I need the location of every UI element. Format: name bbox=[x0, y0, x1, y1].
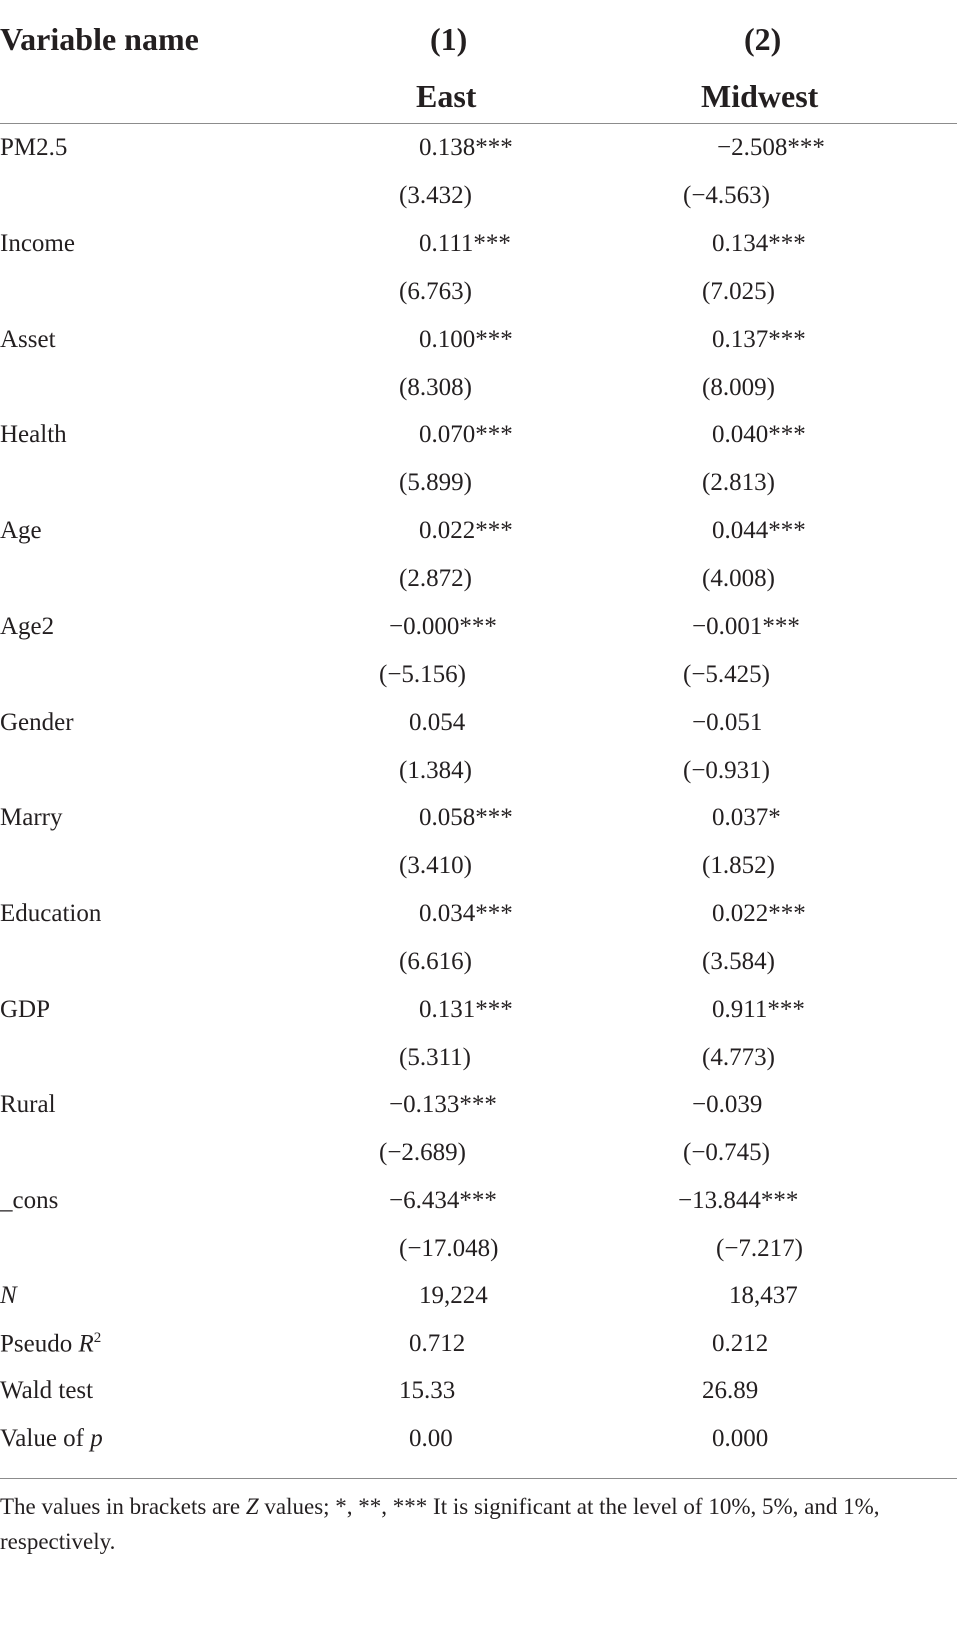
stat-p-east: 0.00 bbox=[409, 1425, 453, 1452]
header-rule bbox=[0, 123, 957, 124]
footer-rule bbox=[0, 1478, 957, 1479]
stat-wald-east: 15.33 bbox=[399, 1377, 456, 1404]
coef-midwest: −2.508*** bbox=[717, 134, 825, 161]
row-label: Asset bbox=[0, 326, 56, 353]
row-label: Education bbox=[0, 900, 102, 927]
stat-wald-midwest: 26.89 bbox=[702, 1377, 759, 1404]
coef-midwest: 0.040*** bbox=[712, 421, 806, 448]
coef-midwest: 0.037* bbox=[712, 804, 781, 831]
z-midwest: (4.773) bbox=[702, 1044, 775, 1071]
coef-east: 0.070*** bbox=[419, 421, 513, 448]
z-east: (8.308) bbox=[399, 374, 472, 401]
z-east: (−5.156) bbox=[379, 661, 466, 688]
z-east: (−2.689) bbox=[379, 1139, 466, 1166]
stat-label-n: N bbox=[0, 1282, 17, 1309]
table-footnote bbox=[0, 1489, 957, 1559]
z-midwest: (3.584) bbox=[702, 948, 775, 975]
z-midwest: (7.025) bbox=[702, 278, 775, 305]
coef-east: 0.111*** bbox=[419, 230, 511, 257]
row-label: Gender bbox=[0, 709, 74, 736]
coef-midwest: 0.134*** bbox=[712, 230, 806, 257]
column-header-variable-name: Variable name bbox=[0, 21, 199, 57]
z-east: (3.432) bbox=[399, 182, 472, 209]
coef-midwest: −13.844*** bbox=[678, 1187, 799, 1214]
row-label: Health bbox=[0, 421, 67, 448]
coef-east: 0.054 bbox=[409, 709, 466, 736]
row-label: Income bbox=[0, 230, 75, 257]
z-midwest: (−0.745) bbox=[683, 1139, 770, 1166]
note-z: Z bbox=[245, 1494, 259, 1519]
note-part-1: The values in brackets are bbox=[0, 1494, 246, 1519]
z-midwest: (4.008) bbox=[702, 565, 775, 592]
stat-p-midwest: 0.000 bbox=[712, 1425, 769, 1452]
pseudo-r-text: Pseudo bbox=[0, 1330, 79, 1358]
coef-east: 0.138*** bbox=[419, 134, 513, 161]
coef-midwest: 0.022*** bbox=[712, 900, 806, 927]
note-part-2: values; *, **, *** It is significant at the level of 10%, 5%, and 1%, respectively. bbox=[0, 1494, 880, 1554]
row-label: PM2.5 bbox=[0, 134, 68, 161]
coef-east: 0.022*** bbox=[419, 517, 513, 544]
z-east: (2.872) bbox=[399, 565, 472, 592]
coef-east: −0.000*** bbox=[389, 613, 497, 640]
stat-n-east: 19,224 bbox=[419, 1282, 488, 1309]
stat-n-midwest: 18,437 bbox=[729, 1282, 798, 1309]
z-east: (3.410) bbox=[399, 852, 472, 879]
coef-midwest: 0.911*** bbox=[712, 996, 805, 1023]
z-midwest: (−0.931) bbox=[683, 757, 770, 784]
z-east: (1.384) bbox=[399, 757, 472, 784]
z-midwest: (−5.425) bbox=[683, 661, 770, 688]
z-east: (6.763) bbox=[399, 278, 472, 305]
coef-midwest: 0.044*** bbox=[712, 517, 806, 544]
coef-east: −0.133*** bbox=[389, 1091, 497, 1118]
coef-east: −6.434*** bbox=[389, 1187, 497, 1214]
z-midwest: (1.852) bbox=[702, 852, 775, 879]
row-label: GDP bbox=[0, 996, 51, 1023]
p-symbol: p bbox=[90, 1425, 103, 1452]
stat-r2-midwest: 0.212 bbox=[712, 1330, 769, 1357]
coef-midwest: 0.137*** bbox=[712, 326, 806, 353]
z-midwest: (−7.217) bbox=[716, 1235, 803, 1262]
column-header-east: East bbox=[416, 78, 477, 114]
coef-midwest: −0.001*** bbox=[692, 613, 800, 640]
r-symbol: R bbox=[78, 1330, 94, 1358]
p-label-prefix: Value of bbox=[0, 1425, 91, 1452]
z-midwest: (−4.563) bbox=[683, 182, 770, 209]
column-header-number-1: (1) bbox=[430, 21, 468, 57]
row-label: Age2 bbox=[0, 613, 55, 640]
stat-r2-east: 0.712 bbox=[409, 1330, 466, 1357]
stat-label-pseudo-r2 bbox=[0, 1331, 101, 1356]
coef-east: 0.058*** bbox=[419, 804, 513, 831]
coef-east: 0.131*** bbox=[419, 996, 513, 1023]
z-midwest: (8.009) bbox=[702, 374, 775, 401]
r2-superscript: 2 bbox=[93, 1330, 102, 1346]
row-label: _cons bbox=[0, 1187, 59, 1214]
stat-label-wald: Wald test bbox=[0, 1377, 94, 1404]
column-header-midwest: Midwest bbox=[701, 78, 819, 114]
stat-label-p-value bbox=[0, 1426, 103, 1451]
z-east: (6.616) bbox=[399, 948, 472, 975]
coef-midwest: −0.051 bbox=[692, 709, 763, 736]
z-midwest: (2.813) bbox=[702, 469, 775, 496]
z-east: (5.311) bbox=[399, 1044, 471, 1071]
coef-midwest: −0.039 bbox=[692, 1091, 763, 1118]
row-label: Age bbox=[0, 517, 42, 544]
coef-east: 0.100*** bbox=[419, 326, 513, 353]
row-label: Rural bbox=[0, 1091, 56, 1118]
z-east: (5.899) bbox=[399, 469, 472, 496]
coef-east: 0.034*** bbox=[419, 900, 513, 927]
row-label: Marry bbox=[0, 804, 63, 831]
z-east: (−17.048) bbox=[399, 1235, 499, 1262]
column-header-number-2: (2) bbox=[744, 21, 782, 57]
